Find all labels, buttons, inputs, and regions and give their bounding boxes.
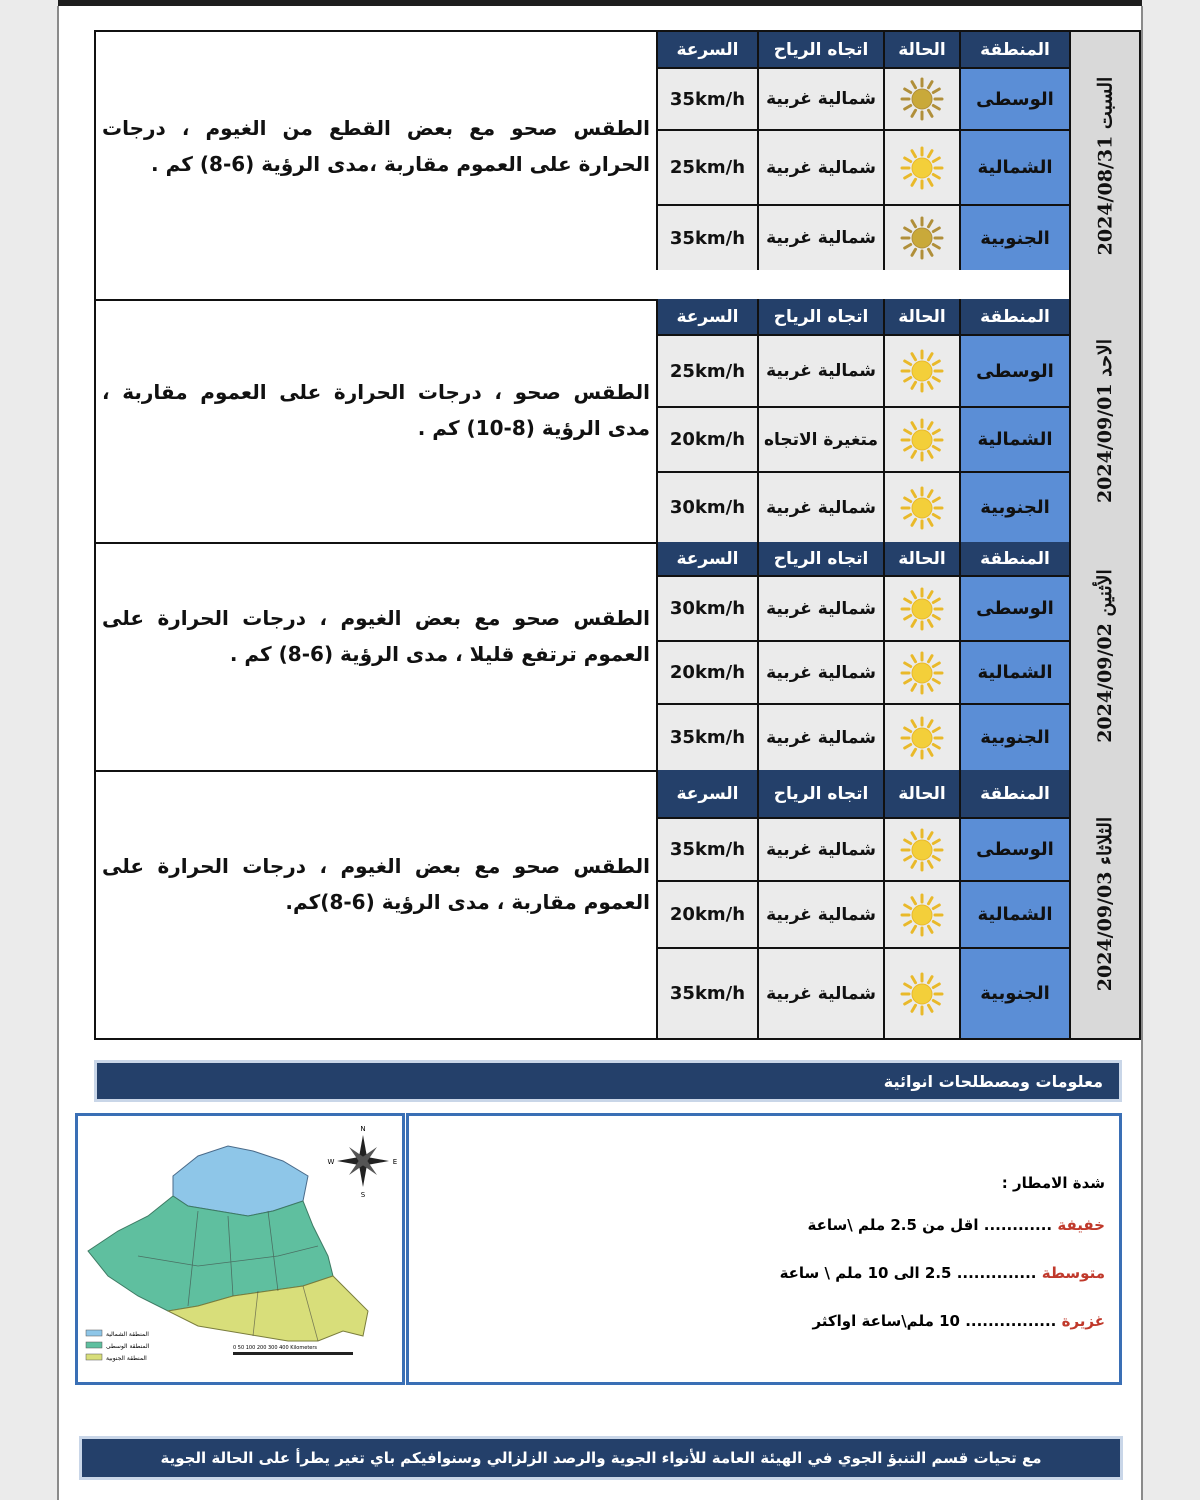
sun-icon <box>883 705 959 770</box>
rain-light-key: خفيفة <box>1057 1216 1105 1234</box>
forecast-description: الطقس صحو مع بعض القطع من الغيوم ، درجات الحرارة على العموم مقاربة ،مدى الرؤية (6-8) كم . <box>102 116 650 176</box>
date-cell <box>1069 299 1139 542</box>
sun-icon <box>883 819 959 882</box>
table-row <box>656 408 1069 473</box>
sun-icon <box>883 642 959 705</box>
region-cell: الجنوبية <box>959 473 1069 542</box>
header-region: المنطقة <box>959 770 1069 819</box>
rain-title: شدة الامطار : <box>1001 1174 1105 1192</box>
header-region: المنطقة <box>959 299 1069 336</box>
forecast-description: الطقس صحو مع بعض الغيوم ، درجات الحرارة على العموم ترتفع قليلا ، مدى الرؤية (6-8) كم . <box>102 606 650 666</box>
wind-direction-cell: شمالية غربية <box>757 69 883 131</box>
sun-icon <box>883 408 959 473</box>
region-cell: الوسطى <box>959 69 1069 131</box>
rain-light-value: اقل من 2.5 ملم \ساعة <box>807 1216 979 1234</box>
date-cell <box>1069 542 1139 770</box>
rain-heavy-value: 10 ملم\ساعة اواكثر <box>812 1312 960 1330</box>
table-row <box>656 642 1069 705</box>
frame-line-left <box>57 6 59 1500</box>
header-speed: السرعة <box>656 542 757 577</box>
header-region: المنطقة <box>959 542 1069 577</box>
region-cell: الجنوبية <box>959 705 1069 770</box>
date-cell <box>1069 770 1139 1038</box>
rain-medium-value: 2.5 الى 10 ملم \ ساعة <box>779 1264 952 1282</box>
compass-e: E <box>392 1158 398 1166</box>
region-cell: الشمالية <box>959 642 1069 705</box>
wind-speed-cell: 30km/h <box>656 473 757 542</box>
wind-speed-cell: 35km/h <box>656 705 757 770</box>
legend-south: المنطقة الجنوبية <box>106 1355 147 1362</box>
date-label: الثلاثاء 2024/09/03 <box>1094 816 1116 992</box>
header-status: الحالة <box>883 299 959 336</box>
wind-direction-cell: شمالية غربية <box>757 882 883 949</box>
wind-speed-cell: 25km/h <box>656 336 757 408</box>
legend-north: المنطقة الشمالية <box>106 1331 149 1338</box>
wind-speed-cell: 20km/h <box>656 642 757 705</box>
wind-direction-cell: شمالية غربية <box>757 705 883 770</box>
header-speed: السرعة <box>656 770 757 819</box>
header-speed: السرعة <box>656 299 757 336</box>
table-row <box>656 131 1069 206</box>
wind-speed-cell: 30km/h <box>656 577 757 642</box>
wind-speed-cell: 25km/h <box>656 131 757 206</box>
region-cell: الوسطى <box>959 819 1069 882</box>
sun-icon <box>883 577 959 642</box>
table-row <box>656 949 1069 1038</box>
wind-direction-cell: شمالية غربية <box>757 473 883 542</box>
day-block <box>96 542 1139 772</box>
sun-icon <box>883 336 959 408</box>
region-cell: الوسطى <box>959 577 1069 642</box>
map-graphic <box>78 1116 402 1382</box>
top-edge <box>0 0 1200 6</box>
header-wind-direction: اتجاه الرياح <box>757 770 883 819</box>
compass-s: S <box>360 1191 366 1199</box>
day-block <box>96 299 1139 544</box>
sun-icon <box>883 131 959 206</box>
wind-speed-cell: 35km/h <box>656 206 757 270</box>
header-wind-direction: اتجاه الرياح <box>757 299 883 336</box>
sun-icon <box>883 949 959 1038</box>
table-row <box>656 705 1069 770</box>
sun-hazy-icon <box>883 206 959 270</box>
table-row <box>656 577 1069 642</box>
header-region: المنطقة <box>959 32 1069 69</box>
wind-direction-cell: شمالية غربية <box>757 577 883 642</box>
left-margin <box>0 0 58 1500</box>
sun-icon <box>883 882 959 949</box>
compass-w: W <box>327 1158 335 1166</box>
header-status: الحالة <box>883 770 959 819</box>
compass-icon <box>328 1125 398 1199</box>
map-scale <box>233 1345 353 1355</box>
rain-light-row <box>808 1216 1105 1234</box>
north-region <box>173 1146 308 1216</box>
day-block <box>96 32 1139 301</box>
region-cell: الشمالية <box>959 131 1069 206</box>
wind-speed-cell: 35km/h <box>656 949 757 1038</box>
wind-direction-cell: شمالية غربية <box>757 131 883 206</box>
wind-speed-cell: 35km/h <box>656 819 757 882</box>
wind-direction-cell: متغيرة الاتجاه <box>757 408 883 473</box>
date-cell <box>1069 32 1139 299</box>
rain-medium-dots: .............. <box>956 1264 1037 1282</box>
table-header-row <box>656 770 1069 819</box>
legend-central: المنطقة الوسطى <box>106 1343 150 1350</box>
table-header-row <box>656 32 1069 69</box>
footer-banner <box>79 1436 1123 1480</box>
table-header-row <box>656 299 1069 336</box>
rain-intensity-panel <box>406 1113 1122 1385</box>
wind-speed-cell: 20km/h <box>656 408 757 473</box>
rain-light-dots: ............ <box>983 1216 1053 1234</box>
region-cell: الجنوبية <box>959 206 1069 270</box>
date-label: الأثنين 2024/09/02 <box>1094 569 1116 743</box>
header-wind-direction: اتجاه الرياح <box>757 32 883 69</box>
region-cell: الجنوبية <box>959 949 1069 1038</box>
table-row <box>656 819 1069 882</box>
info-title-text: معلومات ومصطلحات انوائية <box>883 1071 1103 1091</box>
sun-hazy-icon <box>883 69 959 131</box>
rain-heavy-key: غزيرة <box>1061 1312 1105 1330</box>
info-section-title <box>94 1060 1122 1102</box>
region-cell: الشمالية <box>959 408 1069 473</box>
date-label: السبت 2024/08/31 <box>1094 76 1117 255</box>
header-speed: السرعة <box>656 32 757 69</box>
header-status: الحالة <box>883 32 959 69</box>
sun-icon <box>883 473 959 542</box>
forecast-description: الطقس صحو ، درجات الحرارة على العموم مقاربة ، مدى الرؤية (8-10) كم . <box>102 380 650 440</box>
rain-heavy-row <box>812 1312 1105 1330</box>
footer-text: مع تحيات قسم التنبؤ الجوي في الهيئة العامة للأنواء الجوية والرصد الزلزالي وسنوافيكم باي تغير يطرأ على الحالة الجوية <box>160 1449 1042 1467</box>
map-legend <box>86 1330 150 1362</box>
region-cell: الوسطى <box>959 336 1069 408</box>
wind-direction-cell: شمالية غربية <box>757 206 883 270</box>
table-header-row <box>656 542 1069 577</box>
table-row <box>656 473 1069 542</box>
frame-line-right <box>1141 6 1143 1500</box>
header-wind-direction: اتجاه الرياح <box>757 542 883 577</box>
wind-speed-cell: 20km/h <box>656 882 757 949</box>
iraq-regions-map <box>75 1113 405 1385</box>
wind-direction-cell: شمالية غربية <box>757 336 883 408</box>
scale-text: 0 50 100 200 300 400 Kilometers <box>233 1345 318 1351</box>
region-cell: الشمالية <box>959 882 1069 949</box>
compass-n: N <box>360 1125 366 1133</box>
rain-heavy-dots: ................ <box>965 1312 1057 1330</box>
forecast-description: الطقس صحو مع بعض الغيوم ، درجات الحرارة على العموم مقاربة ، مدى الرؤية (6-8)كم. <box>102 854 650 914</box>
table-row <box>656 336 1069 408</box>
wind-direction-cell: شمالية غربية <box>757 949 883 1038</box>
right-margin <box>1142 0 1200 1500</box>
date-label: الاحد 2024/09/01 <box>1094 338 1116 503</box>
wind-direction-cell: شمالية غربية <box>757 819 883 882</box>
day-block <box>96 770 1139 1038</box>
header-status: الحالة <box>883 542 959 577</box>
wind-direction-cell: شمالية غربية <box>757 642 883 705</box>
rain-medium-key: متوسطة <box>1041 1264 1105 1282</box>
wind-speed-cell: 35km/h <box>656 69 757 131</box>
rain-medium-row <box>780 1264 1105 1282</box>
forecast-table <box>94 30 1141 1040</box>
table-row <box>656 206 1069 270</box>
table-row <box>656 882 1069 949</box>
table-row <box>656 69 1069 131</box>
